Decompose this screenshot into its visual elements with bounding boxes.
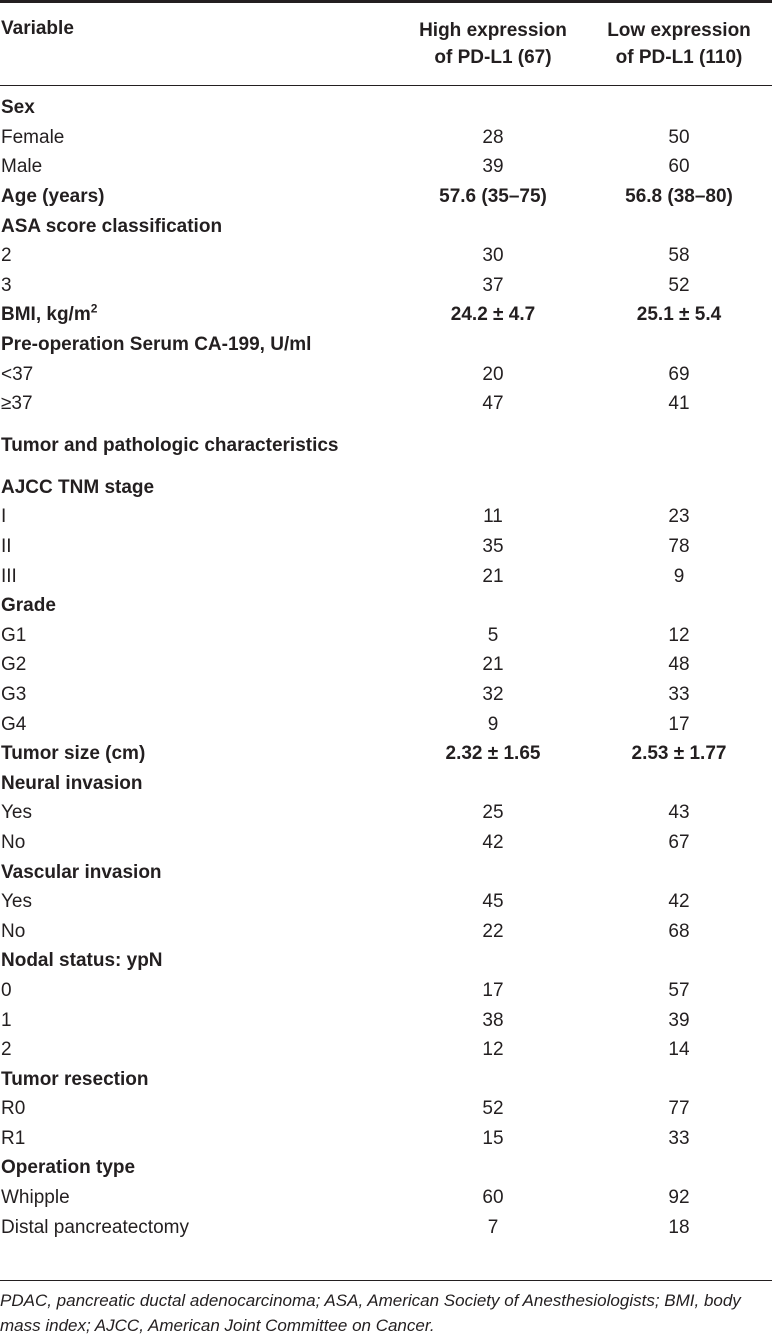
low-expression-value: 60 [668,156,690,178]
row-label [0,330,400,360]
table-row [0,828,772,858]
row-label [0,768,400,798]
low-expression-value: 92 [668,1187,690,1209]
section-row [0,211,772,241]
high-expression-value [400,857,586,887]
high-expression-value: 30 [482,245,504,267]
low-expression-value [586,330,772,360]
table-row [0,1005,772,1035]
row-label [0,241,400,271]
low-expression-value: 50 [668,126,690,148]
row-label [0,502,400,532]
low-expression-value [586,473,772,503]
table-row [0,389,772,419]
high-expression-value: 22 [482,920,504,942]
row-label-text: II [1,536,12,558]
row-label-text: Female [1,126,65,148]
row-label-text: I [1,506,7,528]
low-expression-value: 58 [668,245,690,267]
high-expression-value: 52 [482,1098,504,1120]
row-label-text: G3 [1,683,27,705]
row-label-text: G2 [1,654,27,676]
table-body [0,93,772,1242]
high-expression-value: 2.32 ± 1.65 [445,743,541,765]
row-label [0,93,400,123]
header-low-line2: of PD-L1 (110) [615,47,743,68]
section-row [0,93,772,123]
row-label-text: ASA score classification [1,215,223,237]
row-label [0,300,400,330]
row-label-text: Tumor and pathologic characteristics [1,435,339,457]
table-row [0,976,772,1006]
row-label-text: Nodal status: ypN [1,950,163,972]
header-variable: Variable [1,18,74,39]
low-expression-value: 33 [668,1127,690,1149]
row-label [0,1094,400,1124]
high-expression-value: 39 [482,156,504,178]
low-expression-value: 18 [668,1216,690,1238]
row-label-text: R0 [1,1098,26,1120]
row-label [0,561,400,591]
low-expression-value [586,419,772,473]
row-label-text: G4 [1,713,27,735]
row-label-text: Age (years) [1,186,105,208]
table-row [0,1183,772,1213]
row-label [0,532,400,562]
table-row [0,798,772,828]
header-low-line1: Low expression [607,20,751,41]
low-expression-value: 77 [668,1098,690,1120]
high-expression-value [400,473,586,503]
row-label-text: ≥37 [1,393,33,415]
high-expression-value: 24.2 ± 4.7 [450,304,536,326]
high-expression-value: 12 [482,1039,504,1061]
high-expression-value: 32 [482,683,504,705]
table-header-row [0,3,772,85]
table-row [0,1035,772,1065]
high-expression-value: 25 [482,802,504,824]
table-row [0,650,772,680]
row-label [0,211,400,241]
high-expression-value: 5 [487,624,499,646]
pdl1-characteristics-table [0,3,772,1242]
table-row [0,709,772,739]
row-label [0,271,400,301]
high-expression-value: 35 [482,536,504,558]
row-label-text: Whipple [1,1187,70,1209]
high-expression-value: 21 [482,654,504,676]
low-expression-value: 25.1 ± 5.4 [636,304,722,326]
row-label-text: Sex [1,97,35,119]
low-expression-value [586,591,772,621]
row-label-text: Pre-operation Serum CA-199, U/ml [1,334,312,356]
header-low-expression [586,3,772,85]
high-expression-value: 37 [482,274,504,296]
low-expression-value: 48 [668,654,690,676]
section-row [0,1064,772,1094]
low-expression-value: 23 [668,506,690,528]
row-label-text: Operation type [1,1157,136,1179]
high-expression-value [400,330,586,360]
row-label-text: Grade [1,595,56,617]
high-expression-value [400,1064,586,1094]
row-label [0,709,400,739]
high-expression-value: 17 [482,979,504,1001]
low-expression-value: 52 [668,274,690,296]
low-expression-value [586,93,772,123]
row-label [0,1183,400,1213]
high-expression-value: 45 [482,891,504,913]
low-expression-value: 14 [668,1039,690,1061]
table-row [0,359,772,389]
high-expression-value [400,419,586,473]
high-expression-value [400,93,586,123]
low-expression-value [586,857,772,887]
low-expression-value: 39 [668,1009,690,1031]
row-label [0,1035,400,1065]
table-row [0,152,772,182]
section-row [0,739,772,769]
high-expression-value: 28 [482,126,504,148]
low-expression-value [586,1064,772,1094]
low-expression-value: 42 [668,891,690,913]
low-expression-value: 68 [668,920,690,942]
low-expression-value: 69 [668,363,690,385]
row-label-text: 3 [1,274,12,296]
row-label [0,359,400,389]
high-expression-value [400,211,586,241]
row-label-text: Male [1,156,43,178]
low-expression-value: 2.53 ± 1.77 [631,743,727,765]
low-expression-value [586,946,772,976]
row-label-text: Tumor resection [1,1068,149,1090]
row-label [0,1064,400,1094]
row-label [0,419,400,473]
section-row [0,857,772,887]
header-high-line1: High expression [419,20,567,41]
low-expression-value: 12 [668,624,690,646]
table-row [0,241,772,271]
section-row [0,591,772,621]
row-label-text: III [1,565,17,587]
low-expression-value: 41 [668,393,690,415]
row-label [0,1005,400,1035]
row-label-text: No [1,920,26,942]
high-expression-value: 42 [482,831,504,853]
section-row [0,330,772,360]
row-label [0,182,400,212]
section-row [0,419,772,473]
table-row [0,680,772,710]
row-label-text: AJCC TNM stage [1,476,155,498]
section-row [0,300,772,330]
row-label [0,857,400,887]
row-label-text: Neural invasion [1,772,143,794]
table-row [0,502,772,532]
low-expression-value: 43 [668,802,690,824]
low-expression-value: 9 [673,565,685,587]
table-row [0,271,772,301]
row-label-text: 2 [1,1039,12,1061]
row-label [0,389,400,419]
row-label-text: No [1,831,26,853]
row-label-text: BMI, kg/m [1,304,91,326]
row-label [0,650,400,680]
low-expression-value: 33 [668,683,690,705]
high-expression-value: 38 [482,1009,504,1031]
section-row [0,946,772,976]
high-expression-value [400,946,586,976]
low-expression-value [586,211,772,241]
row-label-text: 0 [1,979,12,1001]
high-expression-value: 20 [482,363,504,385]
high-expression-value: 7 [487,1216,499,1238]
row-label [0,976,400,1006]
low-expression-value [586,1153,772,1183]
high-expression-value: 9 [487,713,499,735]
row-label [0,739,400,769]
low-expression-value [586,768,772,798]
row-label [0,1153,400,1183]
header-high-line2: of PD-L1 (67) [434,47,552,68]
row-label [0,828,400,858]
high-expression-value [400,768,586,798]
table-row [0,561,772,591]
row-label [0,123,400,153]
section-row [0,768,772,798]
high-expression-value: 15 [482,1127,504,1149]
high-expression-value: 57.6 (35–75) [439,186,547,208]
table-row [0,621,772,651]
header-high-expression [400,3,586,85]
row-label [0,1212,400,1242]
row-label-text: Yes [1,802,32,824]
row-label [0,152,400,182]
row-label [0,621,400,651]
low-expression-value: 57 [668,979,690,1001]
row-label [0,473,400,503]
high-expression-value [400,591,586,621]
row-label [0,916,400,946]
row-label-text: <37 [1,363,34,385]
table-row [0,1094,772,1124]
row-label-text: Vascular invasion [1,861,162,883]
row-label [0,680,400,710]
row-label [0,946,400,976]
low-expression-value: 56.8 (38–80) [625,186,733,208]
table-row [0,1124,772,1154]
footer-rule [0,1280,772,1281]
section-row [0,182,772,212]
row-label-text: R1 [1,1127,26,1149]
table-row [0,916,772,946]
high-expression-value [400,1153,586,1183]
row-label-text: Yes [1,891,32,913]
row-label [0,591,400,621]
low-expression-value: 67 [668,831,690,853]
table-row [0,887,772,917]
high-expression-value: 47 [482,393,504,415]
low-expression-value: 78 [668,536,690,558]
row-label-superscript: 2 [90,302,98,317]
row-label-text: 2 [1,245,12,267]
high-expression-value: 60 [482,1187,504,1209]
section-row [0,1153,772,1183]
table-row [0,123,772,153]
high-expression-value: 11 [483,506,503,528]
row-label-text: G1 [1,624,27,646]
table-footnote: PDAC, pancreatic ductal adenocarcinoma; ASA, American Society of Anesthesiologists; BMI, body mass index; AJCC, American Joint Committee on Cancer. [0,1291,741,1335]
table-row [0,532,772,562]
high-expression-value: 21 [482,565,504,587]
section-row [0,473,772,503]
low-expression-value: 17 [668,713,690,735]
row-label [0,1124,400,1154]
row-label [0,798,400,828]
row-label-text: Tumor size (cm) [1,743,146,765]
row-label-text: Distal pancreatectomy [1,1216,189,1238]
table-row [0,1212,772,1242]
row-label [0,887,400,917]
row-label-text: 1 [1,1009,12,1031]
